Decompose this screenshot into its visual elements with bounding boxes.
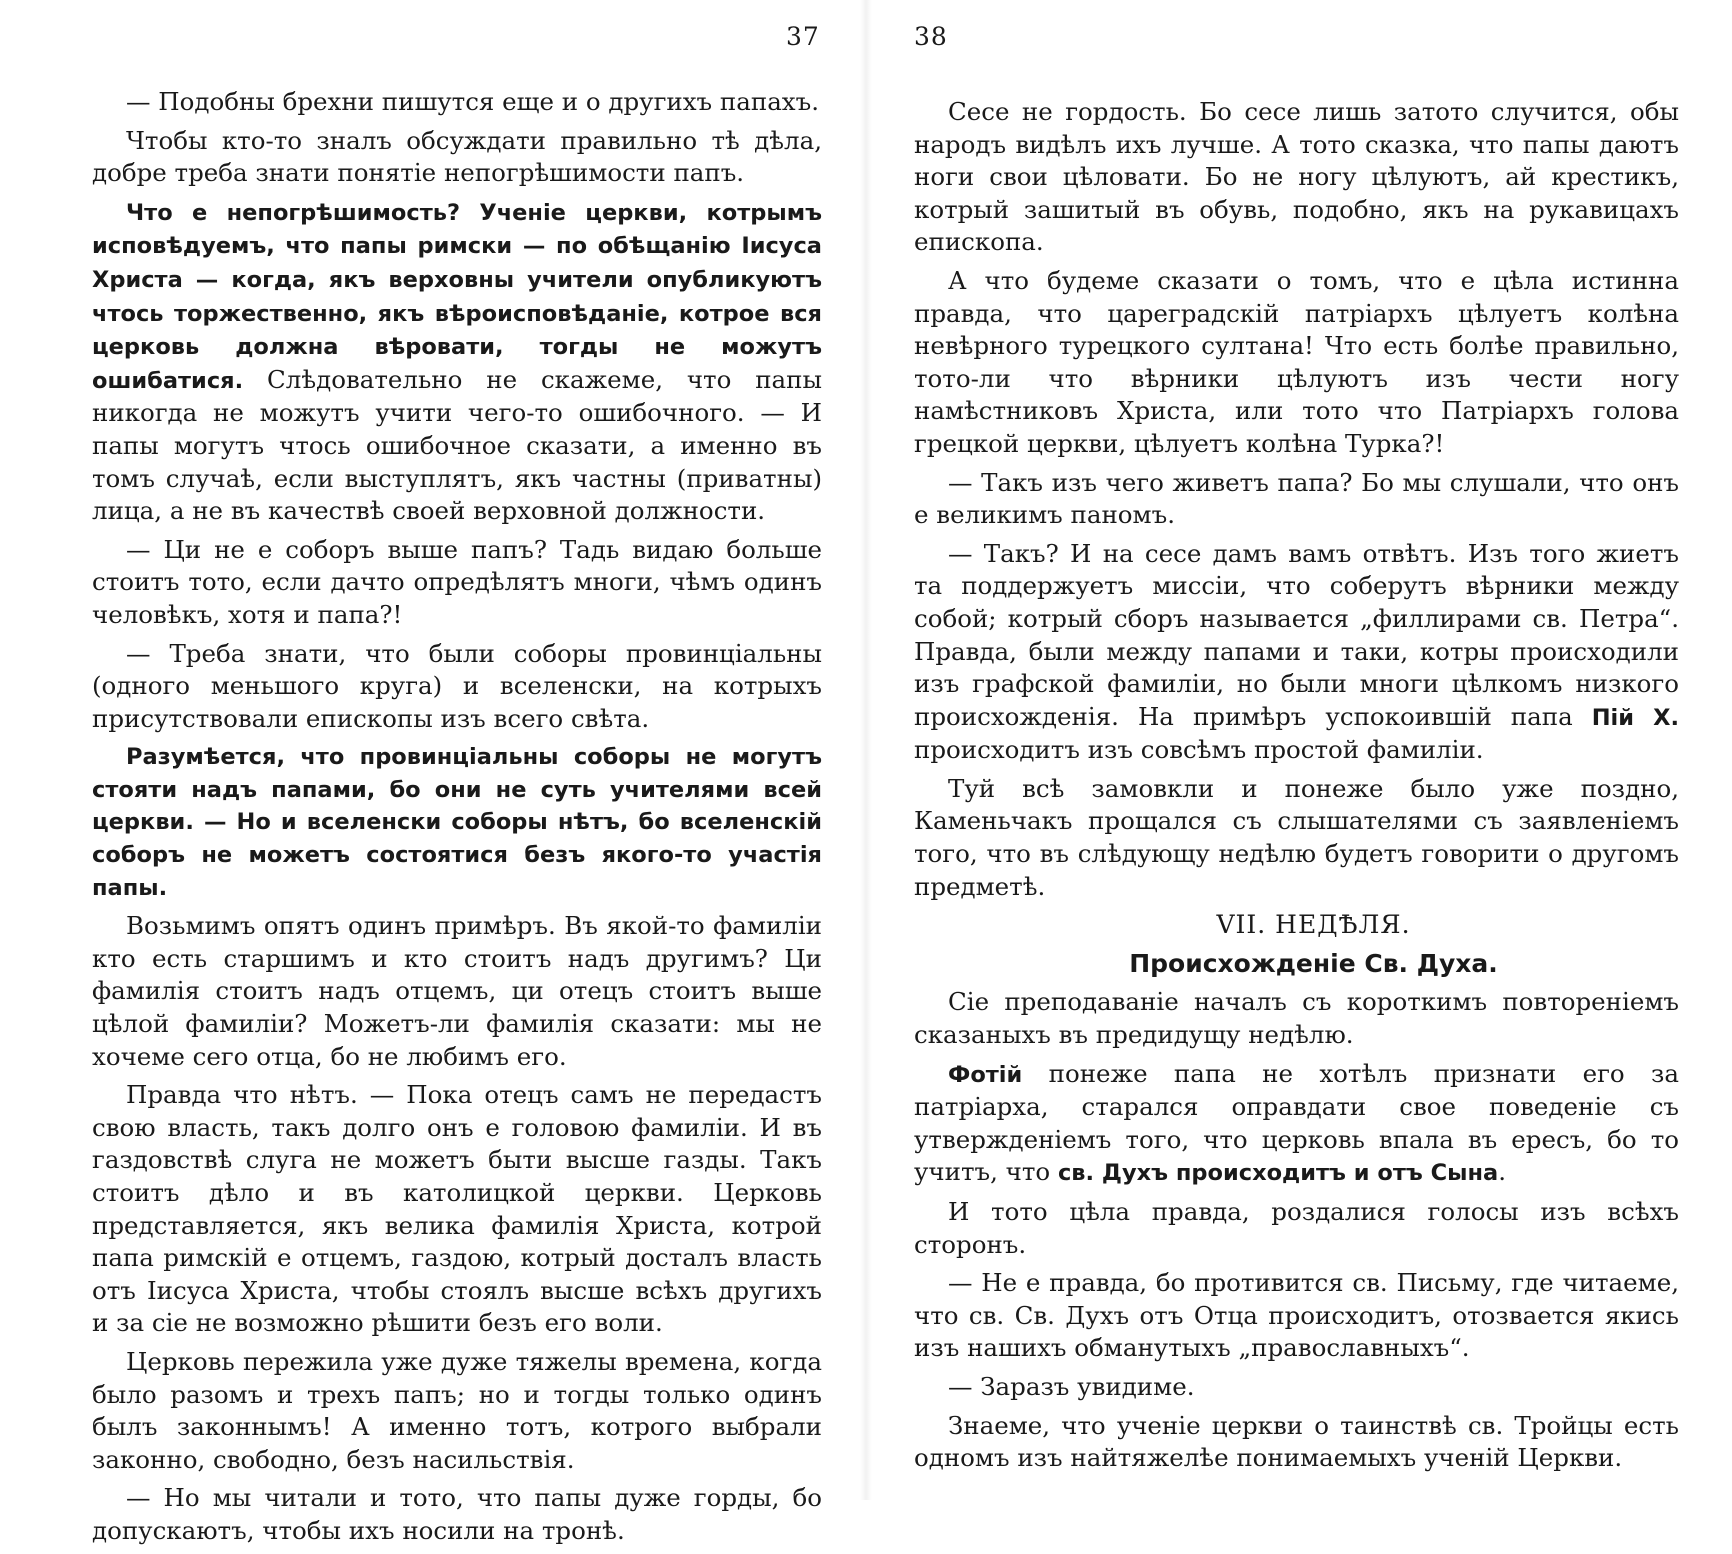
paragraph-part: происходитъ изъ совсѣмъ простой фамиліи. xyxy=(914,735,1484,765)
paragraph: Туй всѣ замовкли и понеже было уже поздно, Каменьчакъ прощался съ слышателями съ заявленіемъ того, что въ слѣдующу недѣлю будетъ говорити о другомъ предметѣ. xyxy=(914,773,1679,901)
paragraph: Церковь пережила уже дуже тяжелы времена, когда было разомъ и трехъ папъ; но и тогды только одинъ былъ законнымъ! А именно тотъ, котрого выбрали законно, свободно, безъ насильствія. xyxy=(92,1346,822,1474)
page-number-right: 38 xyxy=(914,22,948,51)
paragraph: Чтобы кто-то зналъ обсуждати правильно тѣ дѣла, добре треба знати понятіе непогрѣшимости папъ. xyxy=(92,125,822,188)
paragraph-continuation: Слѣдовательно не скажеме, что папы никогда не можутъ учити чего-то ошибочного. — И папы могутъ чтось ошибочное сказати, а именно въ томъ случаѣ, если выступлятъ, якъ частны (приватны) лица, а не въ качествѣ своей верховной должности. xyxy=(92,364,822,526)
left-page xyxy=(0,0,866,1545)
paragraph-part: понеже папа не хотѣлъ признати его за патріарха, старался оправдати свое поведеніе съ утвержденіемъ того, что церковь впала въ ересъ, бо то учитъ, что xyxy=(914,1058,1679,1187)
paragraph-mixed xyxy=(914,1058,1679,1190)
paragraph: А что будеме сказати о томъ, что е цѣла истинна правда, что цареградскій патріархъ цѣлуетъ колѣна невѣрного турецкого султана! Что есть болѣе правильно, тото-ли что вѣрники цѣлуютъ изъ чести ногу намѣстниковъ Христа, или тото что Патріархъ голова грецкой церкви, цѣлуетъ колѣна Турка?! xyxy=(914,265,1679,458)
paragraph: Правда что нѣтъ. — Пока отецъ самъ не передастъ свою власть, такъ долго онъ е головою фамиліи. И въ газдовствѣ слуга не можетъ быти высше газды. Такъ стоитъ дѣло и въ католицкой церкви. Церковь представляется, якъ велика фамилія Христа, котрой папа римскій е отцемъ, газдою, котрый досталъ власть отъ Іисуса Христа, чтобы стоялъ высше всѣхъ другихъ и за сіе не возможно рѣшити безъ его воли. xyxy=(92,1080,822,1338)
paragraph-part: — Такъ? И на сесе дамъ вамъ отвѣтъ. Изъ того жиетъ та поддержуетъ миссіи, что соберутъ вѣрники между собой; котрый сборъ называется „филлирами св. Петра“. Правда, были между папами и таки, котры происходили изъ графской фамиліи, но были многи цѣлкомъ низкого происхожденія. На примѣръ успокоившій папа xyxy=(914,538,1679,731)
section-heading: VII. НЕДѢЛЯ. xyxy=(1216,910,1411,940)
paragraph: — Не е правда, бо противится св. Письму, где читаеме, что св. Св. Духъ отъ Отца происходитъ, отозвается якись изъ нашихъ обманутыхъ „православныхъ“. xyxy=(914,1268,1679,1363)
bold-paragraph: Разумѣется, что провинціальны соборы не могутъ стояти надъ папами, бо они не суть учителями всей церкви. — Но и вселенски соборы нѣтъ, бо вселенскій соборъ не можетъ состоятися безъ якого-то участія папы. xyxy=(92,744,822,901)
paragraph-part: . xyxy=(1498,1157,1506,1187)
paragraph: — Подобны брехни пишутся еще и о другихъ папахъ. xyxy=(126,87,819,116)
bold-definition: Что е непогрѣшимость? Ученіе церкви, котрымъ исповѣдуемъ, что папы римски — по обѣщанію Іисуса Христа — когда, якъ верховны учители опубликуютъ чтось торжественно, якъ вѣроисповѣданіе, котрое вся церковь должна вѣровати, тогды не можутъ ошибатися. xyxy=(92,199,822,394)
right-page-text xyxy=(914,96,1679,1481)
paragraph: И тото цѣла правда, роздалися голосы изъ всѣхъ сторонъ. xyxy=(914,1197,1679,1259)
bold-name: Фотій xyxy=(948,1061,1023,1088)
bold-name: Пій X. xyxy=(1591,704,1679,731)
paragraph: Возьмимъ опятъ одинъ примѣръ. Въ якой-то фамиліи кто есть старшимъ и кто стоитъ надъ другимъ? Ци фамилія стоитъ надъ отцемъ, ци отецъ стоитъ выше цѣлой фамиліи? Можетъ-ли фамилія сказати: мы не хочеме сего отца, бо не любимъ его. xyxy=(92,911,822,1071)
paragraph: — Но мы читали и тото, что папы дуже горды, бо допускаютъ, чтобы ихъ носили на тронѣ. xyxy=(92,1483,822,1545)
bold-phrase: св. Духъ происходитъ и отъ Сына xyxy=(1057,1160,1499,1187)
paragraph: — Ци не е соборъ выше папъ? Тадь видаю больше стоитъ тото, если дачто опредѣлятъ многи, чѣмъ одинъ человѣкъ, хотя и папа?! xyxy=(92,534,822,629)
paragraph-mixed xyxy=(92,196,822,528)
paragraph: Сіе преподаваніе началъ съ короткимъ повтореніемъ сказаныхъ въ предидущу недѣлю. xyxy=(914,987,1679,1050)
section-subtitle: Происхожденіе Св. Духа. xyxy=(1129,948,1498,978)
page-number-left: 37 xyxy=(786,22,820,51)
paragraph-mixed xyxy=(914,538,1679,767)
paragraph: Сесе не гордость. Бо сесе лишь затото случится, обы народъ видѣлъ ихъ лучше. А тото сказка, что папы даютъ ноги свои цѣловати. Бо не ногу цѣлуютъ, ай крестикъ, котрый зашитый въ обувь, подобно, якъ на рукавицахъ епископа. xyxy=(914,97,1679,257)
paragraph: — Треба знати, что были соборы провинціальны (одного меньшого круга) и вселенски, на котрыхъ присутствовали епископы изъ всего свѣта. xyxy=(92,638,822,733)
right-page xyxy=(866,0,1732,1500)
left-page-text xyxy=(92,86,822,1554)
paragraph: — Такъ изъ чего живетъ папа? Бо мы слушали, что онъ е великимъ паномъ. xyxy=(914,467,1679,530)
paragraph: — Заразъ увидиме. xyxy=(948,1371,1195,1401)
paragraph: Знаеме, что ученіе церкви о таинствѣ св. Тройцы есть одномъ изъ найтяжелѣе понимаемыхъ ученій Церкви. xyxy=(914,1410,1679,1473)
